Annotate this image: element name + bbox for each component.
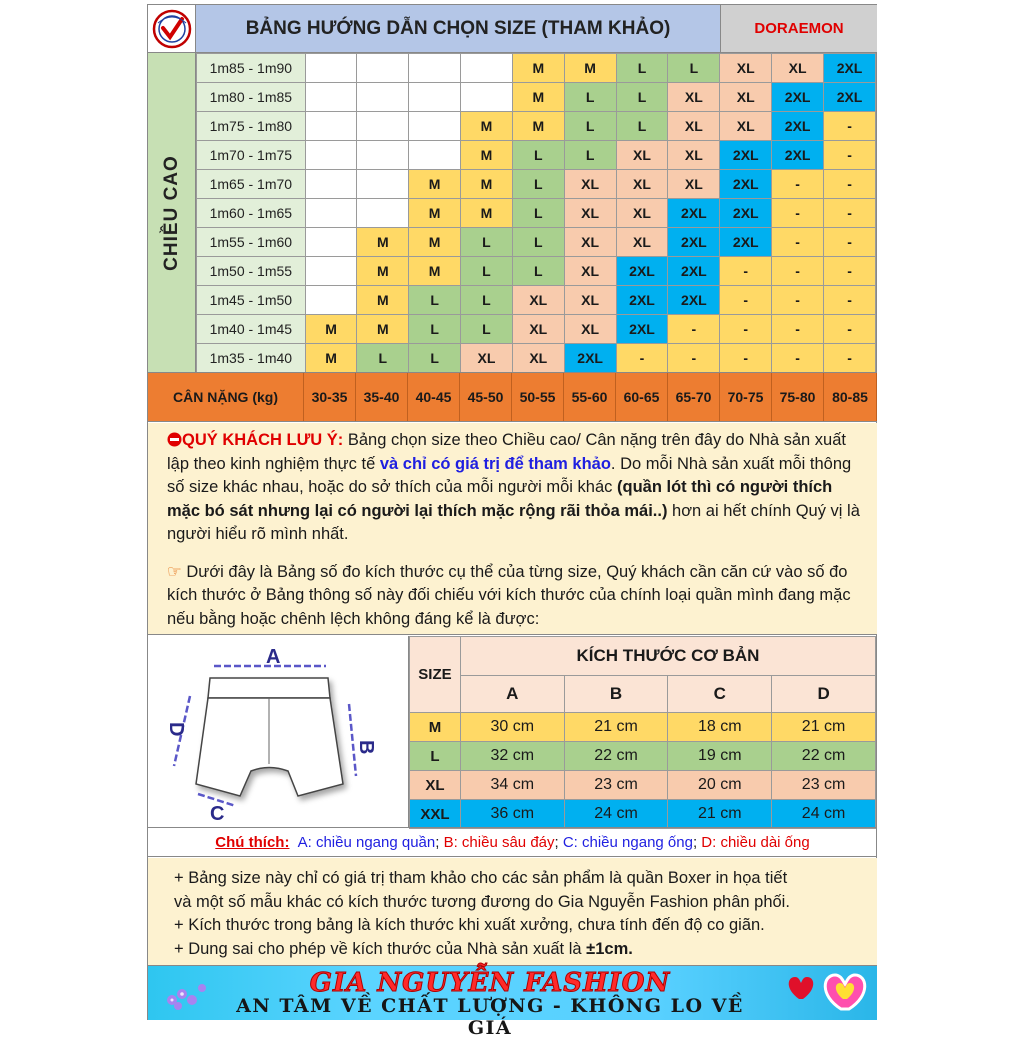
measure-value-cell: 21 cm <box>668 800 772 829</box>
size-cell: L <box>409 344 461 373</box>
height-range-cell: 1m80 - 1m85 <box>197 83 306 112</box>
size-cell: L <box>512 141 564 170</box>
size-cell: - <box>772 199 824 228</box>
measure-col-header: B <box>564 676 668 713</box>
size-cell: XL <box>564 170 616 199</box>
size-cell: 2XL <box>772 112 824 141</box>
weight-range-cell: 35-40 <box>356 373 408 421</box>
size-row <box>197 286 876 315</box>
size-cell: - <box>824 141 876 170</box>
measure-value-cell: 18 cm <box>668 713 772 742</box>
size-row <box>197 315 876 344</box>
size-cell <box>305 141 357 170</box>
size-cell <box>305 199 357 228</box>
measure-size-label: XL <box>410 771 461 800</box>
size-cell <box>461 83 513 112</box>
height-range-cell: 1m40 - 1m45 <box>197 315 306 344</box>
height-range-cell: 1m65 - 1m70 <box>197 170 306 199</box>
measure-value-cell: 21 cm <box>772 713 876 742</box>
size-cell: XL <box>461 344 513 373</box>
weight-row <box>148 372 877 422</box>
height-axis-label: CHIỀU CAO <box>148 53 196 372</box>
size-cell: XL <box>564 199 616 228</box>
size-cell: XL <box>512 315 564 344</box>
size-cell: 2XL <box>564 344 616 373</box>
pointing-hand-icon: ☞ <box>167 562 182 581</box>
size-cell: XL <box>616 199 668 228</box>
size-cell: L <box>357 344 409 373</box>
footer-line-1: + Bảng size này chỉ có giá trị tham khảo cho các sản phẩm là quần Boxer in họa tiết <box>174 869 788 887</box>
weight-range-cell: 40-45 <box>408 373 460 421</box>
size-cell: 2XL <box>668 286 720 315</box>
weight-range-cell: 80-85 <box>824 373 877 421</box>
boxer-shorts-drawing <box>148 636 408 826</box>
measure-col-header: C <box>668 676 772 713</box>
size-cell: M <box>461 141 513 170</box>
size-row <box>197 83 876 112</box>
size-cell: 2XL <box>824 83 876 112</box>
size-cell: XL <box>668 112 720 141</box>
size-cell: XL <box>564 228 616 257</box>
size-cell: L <box>564 112 616 141</box>
banner-slogan: AN TÂM VỀ CHẤT LƯỢNG - KHÔNG LO VỀ GIÁ <box>236 995 744 1039</box>
size-cell: 2XL <box>616 315 668 344</box>
legend-b: B: chiều sâu đáy <box>443 833 555 851</box>
size-cell: M <box>305 315 357 344</box>
measure-value-cell: 21 cm <box>564 713 668 742</box>
measure-value-cell: 32 cm <box>460 742 564 771</box>
weight-range-cell: 65-70 <box>668 373 720 421</box>
size-cell: - <box>824 228 876 257</box>
size-cell: - <box>720 344 772 373</box>
flower-decoration-icon <box>158 974 218 1014</box>
size-cell <box>305 257 357 286</box>
notice-text-1: Bảng chọn size theo Chiều cao/ Cân nặng trên đây do Nhà sản xuất lập theo kinh nghiệm thực tế <box>167 431 846 473</box>
size-cell <box>305 112 357 141</box>
size-cell: - <box>772 286 824 315</box>
size-cell: M <box>357 228 409 257</box>
size-cell: L <box>616 83 668 112</box>
size-row <box>197 112 876 141</box>
measure-value-cell: 22 cm <box>564 742 668 771</box>
size-cell: 2XL <box>720 170 772 199</box>
size-cell <box>305 54 357 83</box>
measure-value-cell: 23 cm <box>564 771 668 800</box>
size-cell: 2XL <box>668 199 720 228</box>
size-cell: - <box>772 315 824 344</box>
measure-value-cell: 22 cm <box>772 742 876 771</box>
size-cell: 2XL <box>616 286 668 315</box>
hearts-decoration-icon <box>779 969 871 1017</box>
size-cell: XL <box>772 54 824 83</box>
size-cell <box>409 141 461 170</box>
size-cell <box>357 112 409 141</box>
size-cell: - <box>772 257 824 286</box>
size-cell: M <box>409 228 461 257</box>
height-range-cell: 1m45 - 1m50 <box>197 286 306 315</box>
size-cell: - <box>824 315 876 344</box>
size-cell: - <box>824 344 876 373</box>
size-cell: XL <box>616 170 668 199</box>
height-range-cell: 1m50 - 1m55 <box>197 257 306 286</box>
size-cell: - <box>616 344 668 373</box>
guide-text: Dưới đây là Bảng số đo kích thước cụ thể của từng size, Quý khách cần căn cứ vào số đo kích thước ở Bảng thông số này đối chiếu với kích thước của chính loại quần mình đang mặc nếu bằng hoặc chênh lệch không đáng kể là được: <box>167 562 851 628</box>
size-cell: - <box>824 112 876 141</box>
size-cell: XL <box>720 83 772 112</box>
size-cell: L <box>461 257 513 286</box>
size-column-header: SIZE <box>410 637 461 713</box>
size-cell: 2XL <box>616 257 668 286</box>
size-row <box>197 257 876 286</box>
legend-d: D: chiều dài ống <box>701 833 810 851</box>
size-cell: 2XL <box>720 141 772 170</box>
size-cell: M <box>461 112 513 141</box>
measure-row <box>410 771 876 800</box>
size-cell: L <box>461 315 513 344</box>
size-cell: M <box>512 83 564 112</box>
label-c: C <box>210 803 225 825</box>
size-row <box>197 344 876 373</box>
weight-range-cell: 60-65 <box>616 373 668 421</box>
no-entry-icon <box>167 432 182 447</box>
measure-size-label: L <box>410 742 461 771</box>
height-range-cell: 1m75 - 1m80 <box>197 112 306 141</box>
size-row <box>197 170 876 199</box>
measure-value-cell: 34 cm <box>460 771 564 800</box>
size-cell: - <box>668 344 720 373</box>
size-cell <box>409 54 461 83</box>
size-cell: L <box>616 54 668 83</box>
size-row <box>197 228 876 257</box>
measure-value-cell: 19 cm <box>668 742 772 771</box>
size-cell: L <box>512 228 564 257</box>
size-cell: - <box>824 170 876 199</box>
measure-row <box>410 713 876 742</box>
size-cell: L <box>564 141 616 170</box>
size-cell: M <box>357 315 409 344</box>
size-cell: 2XL <box>720 199 772 228</box>
height-range-cell: 1m70 - 1m75 <box>197 141 306 170</box>
size-cell: M <box>409 257 461 286</box>
banner-brand-name: GIA NGUYỄN FASHION <box>309 968 671 998</box>
legend-line: Chú thích: A: chiều ngang quần ; B: chiều sâu đáy ; C: chiều ngang ống ; D: chiều dài ống <box>148 827 877 857</box>
measure-size-label: M <box>410 713 461 742</box>
size-cell: L <box>512 199 564 228</box>
weight-range-cell: 30-35 <box>304 373 356 421</box>
size-cell: XL <box>564 257 616 286</box>
label-b: B <box>355 740 377 755</box>
size-cell: 2XL <box>772 83 824 112</box>
size-cell: L <box>668 54 720 83</box>
size-cell: - <box>772 344 824 373</box>
size-cell <box>305 170 357 199</box>
brand-label: DORAEMON <box>721 5 877 53</box>
size-cell: - <box>772 228 824 257</box>
size-cell: XL <box>616 228 668 257</box>
size-cell: XL <box>720 112 772 141</box>
size-cell: XL <box>564 286 616 315</box>
quality-logo <box>148 5 196 53</box>
size-cell: - <box>772 170 824 199</box>
size-cell: 2XL <box>668 257 720 286</box>
measure-row <box>410 742 876 771</box>
measure-size-label: XXL <box>410 800 461 829</box>
size-cell: M <box>461 199 513 228</box>
size-cell: M <box>409 170 461 199</box>
weight-range-cell: 75-80 <box>772 373 824 421</box>
size-cell: - <box>668 315 720 344</box>
measure-row <box>410 800 876 829</box>
size-cell: M <box>357 286 409 315</box>
size-row <box>197 54 876 83</box>
measure-title: KÍCH THƯỚC CƠ BẢN <box>460 637 875 676</box>
measure-value-cell: 30 cm <box>460 713 564 742</box>
size-cell: L <box>461 228 513 257</box>
size-cell: M <box>564 54 616 83</box>
weight-range-cell: 50-55 <box>512 373 564 421</box>
size-cell: M <box>512 54 564 83</box>
size-cell: XL <box>720 54 772 83</box>
measure-value-cell: 20 cm <box>668 771 772 800</box>
size-cell: 2XL <box>772 141 824 170</box>
quality-badge-icon <box>152 9 192 49</box>
notice-bold: (quần lót thì có người thích mặc bó sát nhưng lại có người lại thích mặc rộng rãi thỏa mái..) <box>167 478 833 520</box>
size-cell <box>461 54 513 83</box>
footer-line-2: và một số mẫu khác có kích thước tương đương do Gia Nguyễn Fashion phân phối. <box>174 892 790 911</box>
label-a: A <box>266 646 281 668</box>
size-cell: - <box>720 257 772 286</box>
size-cell <box>357 199 409 228</box>
height-range-cell: 1m60 - 1m65 <box>197 199 306 228</box>
size-cell <box>409 112 461 141</box>
size-cell: - <box>824 199 876 228</box>
size-cell: M <box>409 199 461 228</box>
size-cell: 2XL <box>668 228 720 257</box>
size-cell <box>357 170 409 199</box>
notice-lead: QUÝ KHÁCH LƯU Ý: <box>182 431 344 449</box>
size-cell: L <box>564 83 616 112</box>
size-cell: L <box>512 257 564 286</box>
page-title: BẢNG HƯỚNG DẪN CHỌN SIZE (THAM KHẢO) <box>196 5 721 53</box>
height-range-cell: 1m35 - 1m40 <box>197 344 306 373</box>
size-cell: L <box>512 170 564 199</box>
size-cell: - <box>824 286 876 315</box>
size-cell <box>357 83 409 112</box>
notice-paragraph <box>167 429 867 547</box>
weight-range-cell: 70-75 <box>720 373 772 421</box>
notice-text-3: . Do mỗi Nhà sản xuất mỗi thông số size khác nhau, hoặc do sở thích của mỗi người mỗi khác <box>167 454 852 496</box>
label-d: D <box>165 722 187 737</box>
size-cell: 2XL <box>824 54 876 83</box>
notice-emphasis: và chỉ có giá trị để tham khảo <box>379 454 611 473</box>
footer-line-3: + Kích thước trong bảng là kích thước khi xuất xưởng, chưa tính đến độ co giãn. <box>174 916 765 934</box>
size-cell: XL <box>564 315 616 344</box>
measure-value-cell: 24 cm <box>564 800 668 829</box>
size-cell: XL <box>512 344 564 373</box>
weight-label: CÂN NẶNG (kg) <box>148 373 304 421</box>
size-cell: 2XL <box>720 228 772 257</box>
size-cell: M <box>357 257 409 286</box>
size-guide-sheet <box>147 4 877 1039</box>
size-cell <box>357 54 409 83</box>
size-cell: XL <box>668 141 720 170</box>
size-row <box>197 141 876 170</box>
size-cell: M <box>461 170 513 199</box>
size-cell: L <box>616 112 668 141</box>
notice-text-5: hơn ai hết chính Quý vị là người hiểu rõ mình nhất. <box>167 501 860 543</box>
measure-col-header: A <box>460 676 564 713</box>
brand-banner <box>148 966 877 1039</box>
size-cell: M <box>305 344 357 373</box>
legend-title: Chú thích: <box>215 833 290 851</box>
footer-notes <box>148 858 877 966</box>
size-cell: L <box>409 286 461 315</box>
size-cell: L <box>461 286 513 315</box>
measure-col-header: D <box>772 676 876 713</box>
height-range-cell: 1m55 - 1m60 <box>197 228 306 257</box>
size-cell: L <box>409 315 461 344</box>
weight-range-cell: 55-60 <box>564 373 616 421</box>
size-grid <box>196 53 876 373</box>
size-cell <box>305 228 357 257</box>
size-cell <box>305 83 357 112</box>
legend-a: A: chiều ngang quần <box>297 833 436 851</box>
size-cell: - <box>824 257 876 286</box>
measurement-table <box>409 636 876 829</box>
notice-box <box>148 423 877 635</box>
footer-line-4: + Dung sai cho phép về kích thước của Nhà sản xuất là ±1cm. <box>174 939 633 958</box>
tolerance-value: ±1cm. <box>586 939 633 958</box>
measure-value-cell: 24 cm <box>772 800 876 829</box>
measure-value-cell: 23 cm <box>772 771 876 800</box>
size-cell: XL <box>668 83 720 112</box>
size-cell: XL <box>512 286 564 315</box>
size-cell <box>357 141 409 170</box>
size-cell: - <box>720 286 772 315</box>
measure-value-cell: 36 cm <box>460 800 564 829</box>
height-range-cell: 1m85 - 1m90 <box>197 54 306 83</box>
size-cell: M <box>512 112 564 141</box>
size-cell <box>409 83 461 112</box>
boxer-diagram <box>148 636 409 827</box>
size-row <box>197 199 876 228</box>
size-cell: - <box>720 315 772 344</box>
size-cell: XL <box>616 141 668 170</box>
legend-c: C: chiều ngang ống <box>562 833 693 851</box>
weight-range-cell: 45-50 <box>460 373 512 421</box>
size-cell <box>305 286 357 315</box>
guide-paragraph <box>167 561 867 632</box>
size-cell: XL <box>668 170 720 199</box>
